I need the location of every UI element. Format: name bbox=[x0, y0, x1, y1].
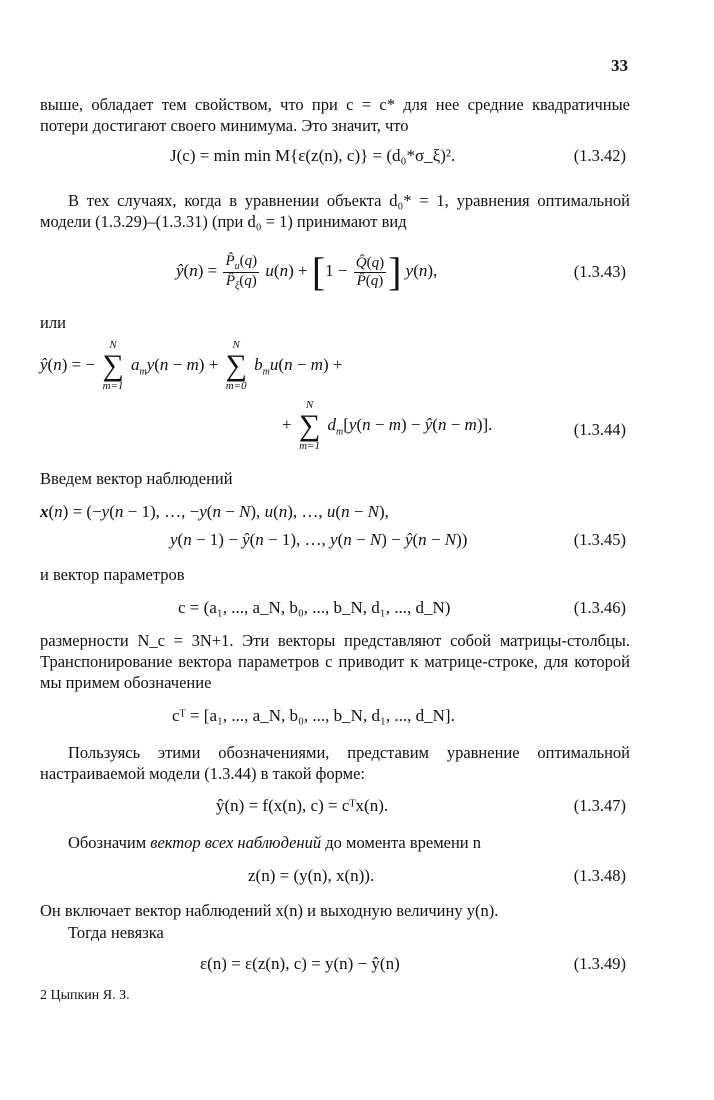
paragraph-7 bbox=[40, 832, 630, 853]
paragraph-3: Введем вектор наблюдений bbox=[40, 469, 233, 488]
equation-number-1-3-43: (1.3.43) bbox=[573, 262, 626, 281]
paragraph-1: выше, обладает тем свойством, что при c = c* для нее средние квадратичные потери достигают своего минимума. Это значит, что bbox=[40, 95, 630, 135]
equation-number-1-3-44: (1.3.44) bbox=[573, 420, 626, 439]
paragraph-7-emphasis: вектор всех наблюдений bbox=[150, 833, 322, 852]
equation-1-3-44-line2: + N ∑ m=1 $d_m[y(n - m)$ − ŷ(n − m)]. bbox=[282, 399, 493, 452]
paragraph-9: Тогда невязка bbox=[68, 923, 164, 942]
equation-1-3-47: ŷ(n) = f(x(n), c) = cᵀx(n). bbox=[216, 796, 389, 815]
paragraph-7-pre: Обозначим bbox=[68, 833, 151, 852]
equation-1-3-45-line2: y(n − 1) − ŷ(n − 1), …, y(n − N) − ŷ(n − N)) bbox=[170, 530, 468, 549]
equation-number-1-3-45: (1.3.45) bbox=[573, 530, 626, 549]
paragraph-2: В тех случаях, когда в уравнении объекта d₀* = 1, уравнения оптимальной модели (1.3.29)–(1.3.31) (при d₀ = 1) принимают вид bbox=[40, 191, 630, 231]
equation-1-3-42: J(c) = min min M{ε(z(n), c)} = (d₀*σ_ξ)². bbox=[170, 146, 456, 165]
equation-number-1-3-48: (1.3.48) bbox=[573, 866, 626, 885]
equation-1-3-43: ŷ(n) = $\frac{P̂_u(q)}{P̂_\xi(q)}$ u(n) + [1 − $\frac{Q̂(q)}{P̂(q)}$ ] y(n), bbox=[176, 249, 438, 294]
equation-number-1-3-47: (1.3.47) bbox=[573, 796, 626, 815]
paragraph-4: и вектор параметров bbox=[40, 565, 185, 584]
equation-number-1-3-49: (1.3.49) bbox=[573, 954, 626, 973]
equation-1-3-46: c = (a₁, ..., a_N, b₀, ..., b_N, d₁, ..., d_N) bbox=[178, 598, 451, 617]
equation-1-3-49: ε(n) = ε(z(n), c) = y(n) − ŷ(n) bbox=[200, 954, 400, 973]
page-number: 33 bbox=[611, 56, 628, 75]
equation-c-transpose: cᵀ = [a₁, ..., a_N, b₀, ..., b_N, d₁, ..., d_N]. bbox=[172, 706, 455, 725]
equation-number-1-3-42: (1.3.42) bbox=[573, 146, 626, 165]
footer-signature: 2 Цыпкин Я. З. bbox=[40, 988, 130, 1003]
paragraph-8: Он включает вектор наблюдений x(n) и выходную величину y(n). bbox=[40, 901, 499, 920]
word-ili: или bbox=[40, 313, 66, 332]
equation-1-3-45-line1: x(n) = (−y(n − 1), …, −y(n − N), u(n), …, u(n − N), bbox=[40, 502, 389, 521]
equation-1-3-44-line1: ŷ(n) = − N ∑ m=1 $a_my(n - m)$ + N ∑ m=0 $b_mu(n - m)$ + bbox=[40, 339, 343, 392]
equation-1-3-48: z(n) = (y(n), x(n)). bbox=[248, 866, 375, 885]
paragraph-5: размерности N_c = 3N+1. Эти векторы представляют собой матрицы-столбцы. Транспонирование вектора параметров c приводит к матрице-строке, для которой мы примем обозначение bbox=[40, 631, 630, 692]
equation-number-1-3-46: (1.3.46) bbox=[573, 598, 626, 617]
paragraph-6: Пользуясь этими обозначениями, представим уравнение оптимальной настраиваемой модели (1.3.44) в такой форме: bbox=[40, 743, 630, 783]
paragraph-7-post: до момента времени n bbox=[321, 833, 482, 852]
